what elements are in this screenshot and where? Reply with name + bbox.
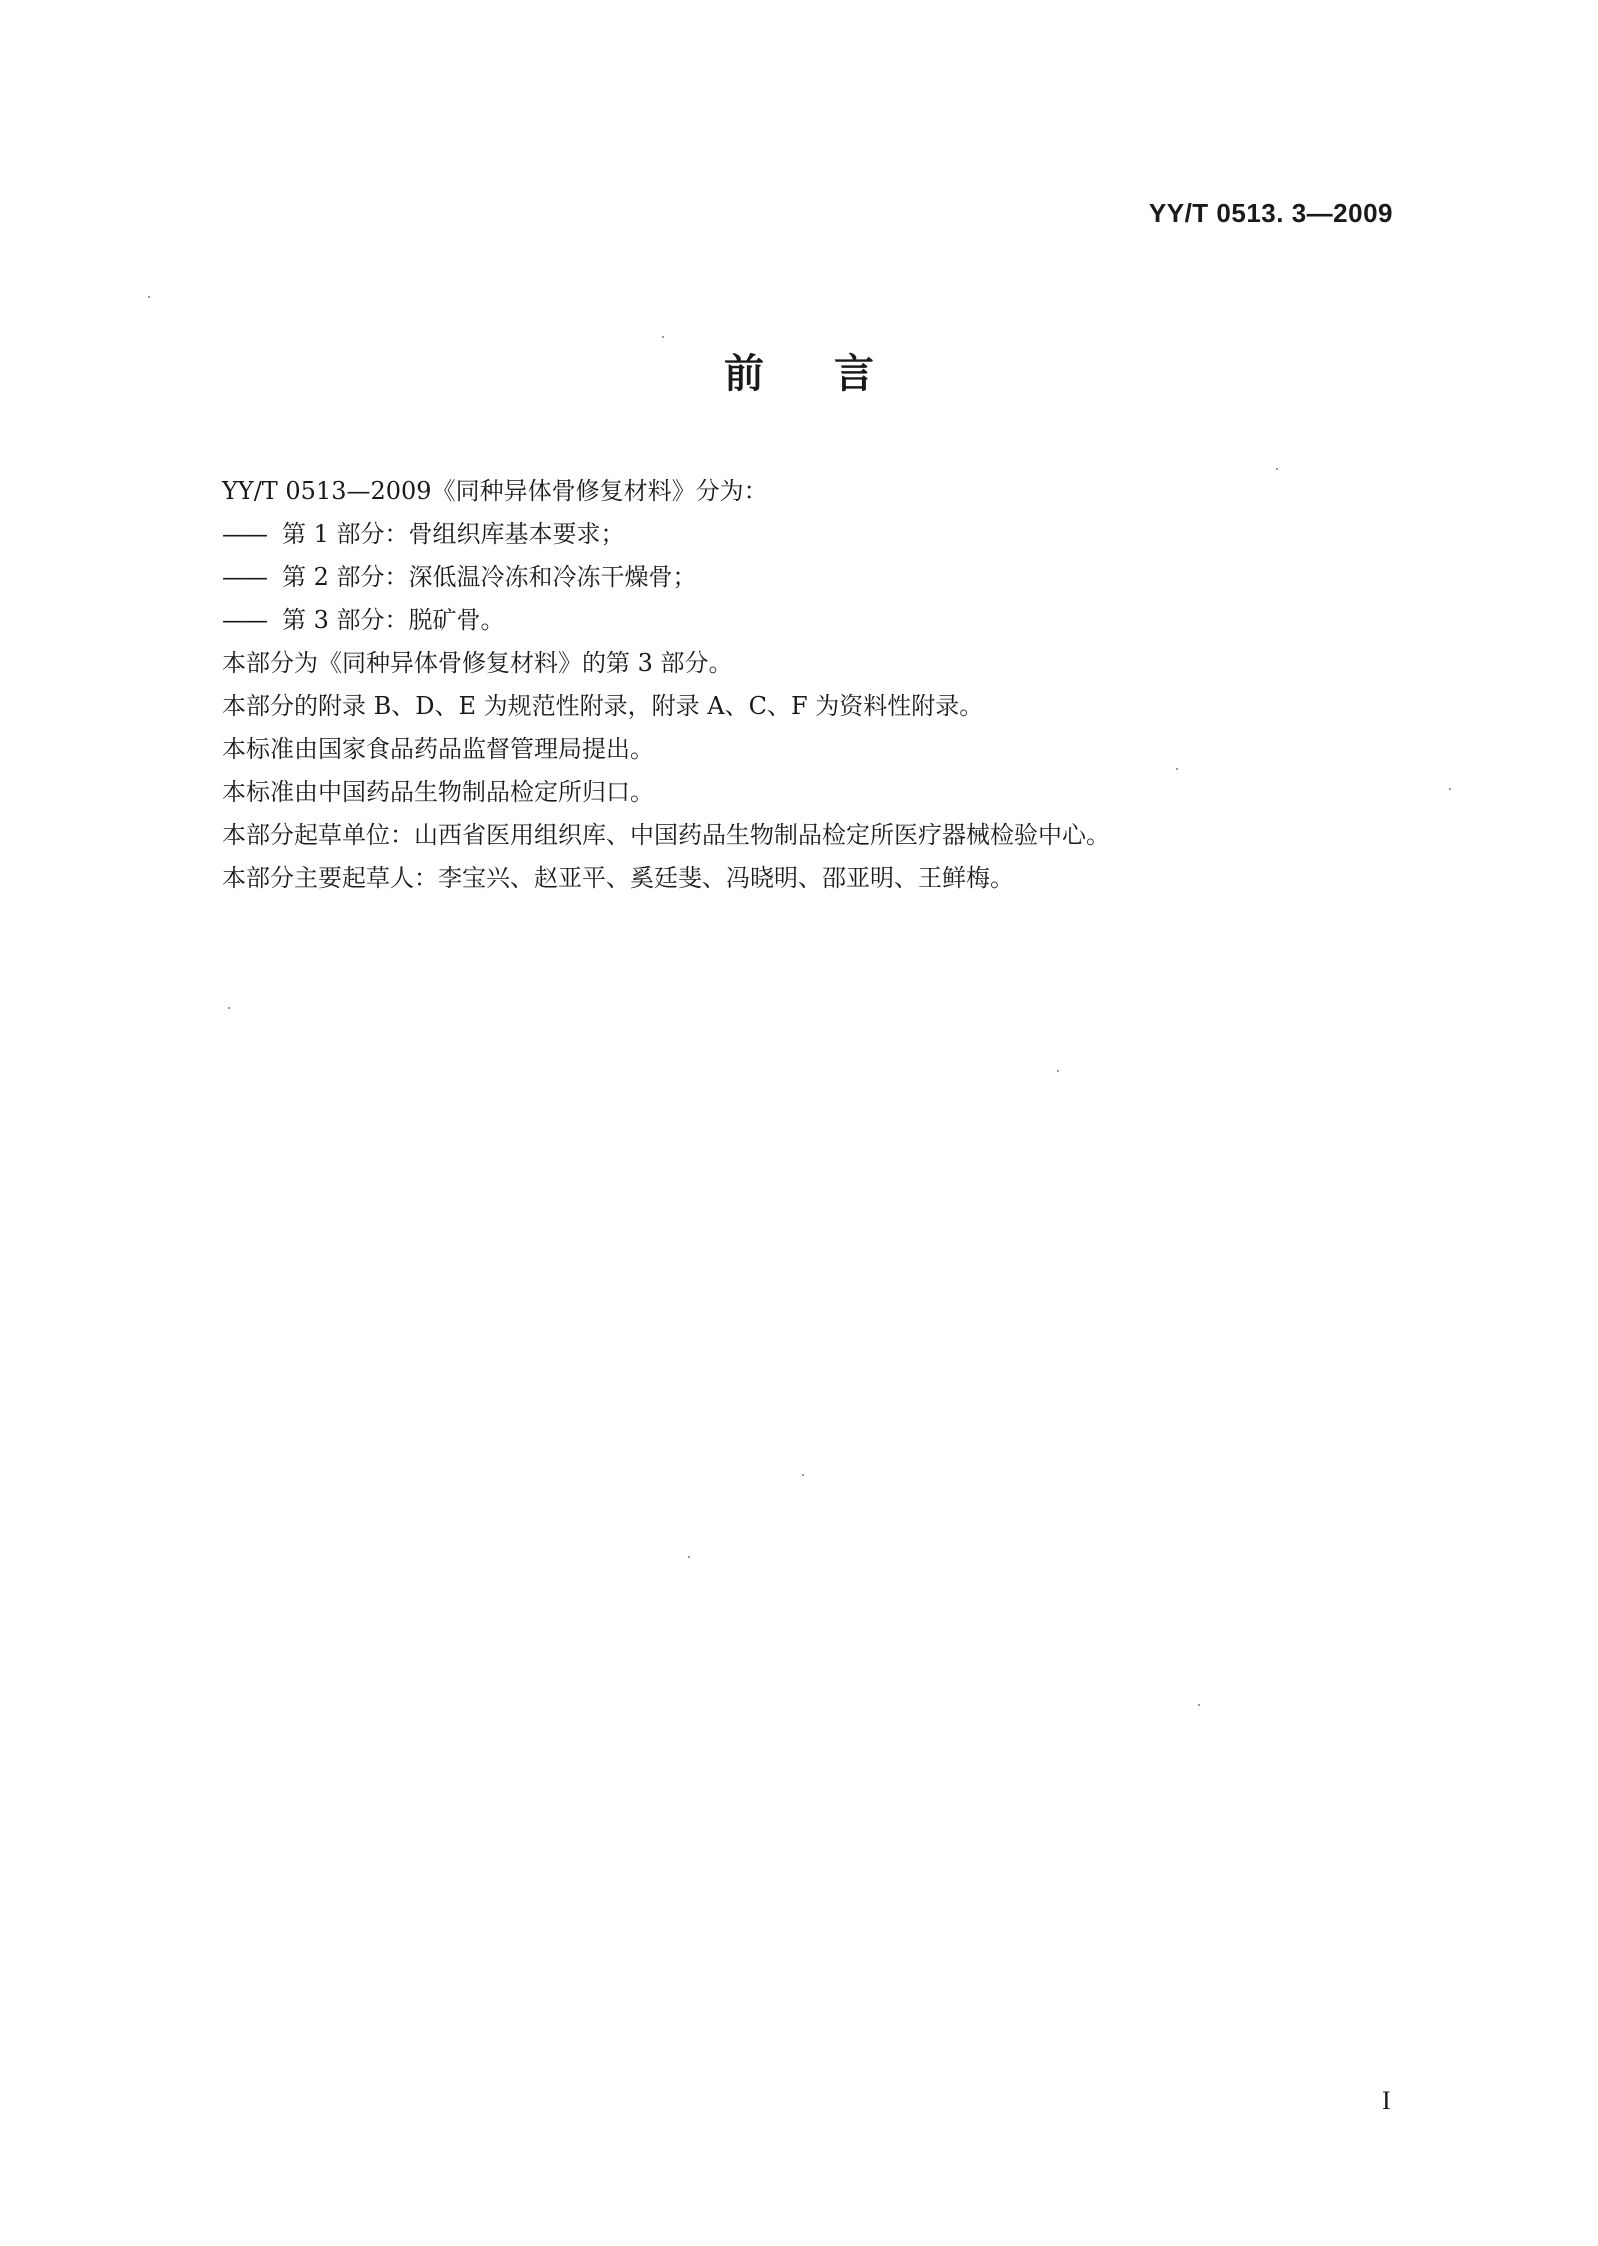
standard-code: YY/T 0513. 3—2009	[1148, 198, 1393, 228]
part-list-item	[222, 599, 1402, 642]
paragraph-centralized-by: 本标准由中国药品生物制品检定所归口。	[222, 778, 654, 806]
page-number: I	[1382, 2086, 1391, 2115]
scan-speck	[148, 296, 150, 298]
scan-speck	[228, 1007, 230, 1009]
paragraph-proposed-by: 本标准由国家食品药品监督管理局提出。	[222, 735, 654, 763]
intro-line: YY/T 0513—2009《同种异体骨修复材料》分为：	[222, 477, 768, 505]
scan-speck	[802, 1474, 804, 1476]
part-list-item	[222, 513, 1402, 556]
part-text: 第 2 部分：深低温冷冻和冷冻干燥骨；	[282, 563, 697, 591]
title-char-1: 前	[724, 351, 764, 397]
paragraph-drafting-units: 本部分起草单位：山西省医用组织库、中国药品生物制品检定所医疗器械检验中心。	[222, 821, 1110, 849]
paragraph-part-of: 本部分为《同种异体骨修复材料》的第 3 部分。	[222, 649, 733, 677]
title-char-2: 言	[834, 351, 874, 397]
scan-speck	[662, 336, 664, 338]
dash-mark: ——	[222, 520, 266, 548]
page-title	[0, 342, 1598, 399]
foreword-body	[222, 470, 1402, 900]
scan-speck	[1449, 788, 1451, 790]
scan-speck	[1198, 1704, 1200, 1706]
scan-speck	[688, 1556, 690, 1558]
dash-mark: ——	[222, 563, 266, 591]
part-list-item	[222, 556, 1402, 599]
part-text: 第 1 部分：骨组织库基本要求；	[282, 520, 625, 548]
scan-speck	[1276, 468, 1278, 470]
scan-speck	[1057, 1070, 1059, 1072]
dash-mark: ——	[222, 606, 266, 634]
paragraph-annexes: 本部分的附录 B、D、E 为规范性附录，附录 A、C、F 为资料性附录。	[222, 692, 984, 720]
scan-speck	[1176, 768, 1178, 770]
paragraph-drafters: 本部分主要起草人：李宝兴、赵亚平、奚廷斐、冯晓明、邵亚明、王鲜梅。	[222, 864, 1014, 892]
part-text: 第 3 部分：脱矿骨。	[282, 606, 505, 634]
